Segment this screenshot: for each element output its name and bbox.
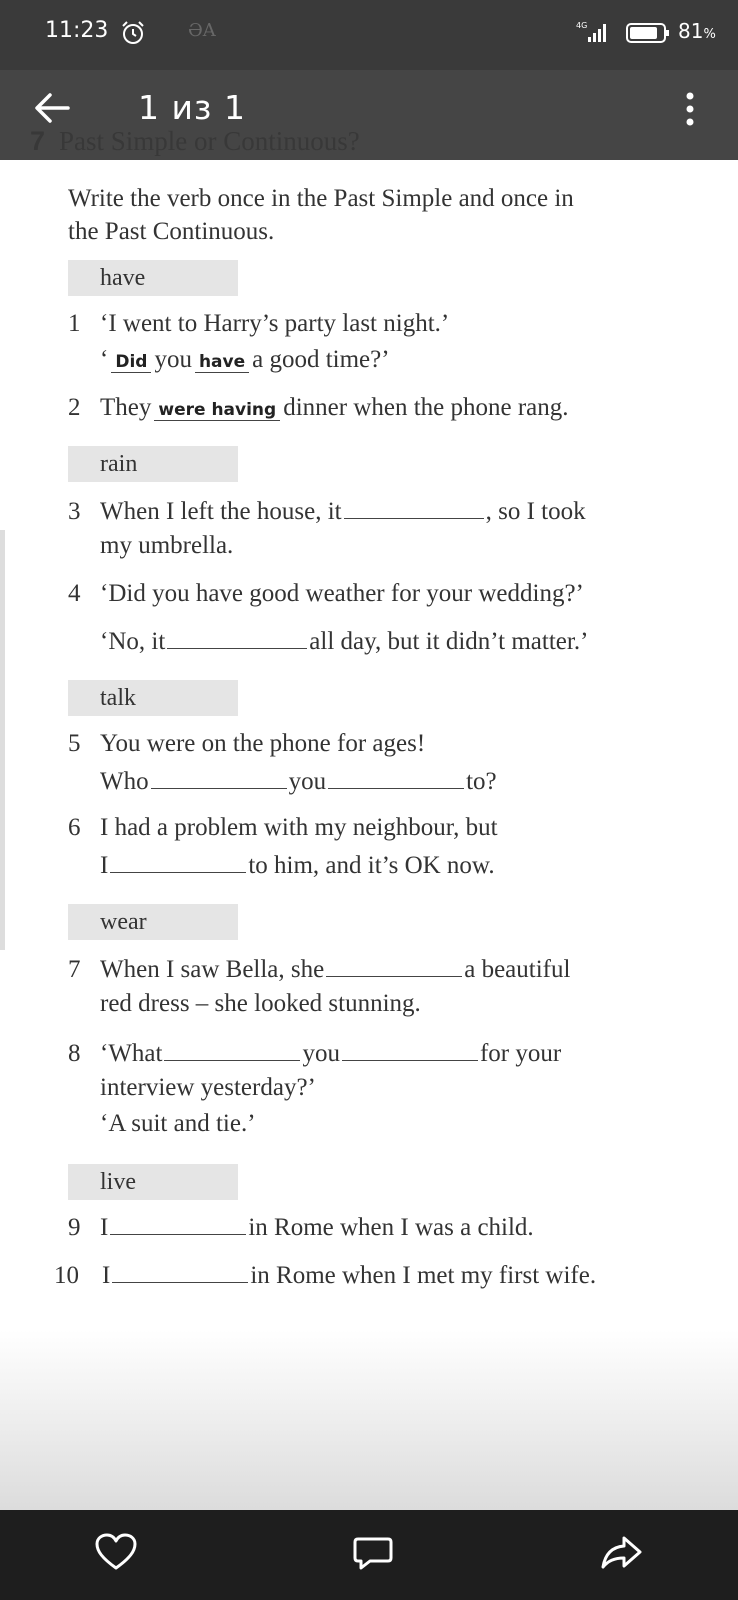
item-2: 2 They were having dinner when the phone rang.: [68, 394, 569, 421]
item-9: 9 I in Rome when I was a child.: [68, 1214, 534, 1241]
item-5-line-2: Who you to?: [100, 768, 497, 795]
back-arrow-icon[interactable]: [32, 88, 72, 128]
item-1-line-1: 1 ‘I went to Harry’s party last night.’: [68, 310, 450, 337]
item-6-line-1: 6 I had a problem with my neighbour, but: [68, 814, 498, 841]
comment-icon[interactable]: [352, 1534, 394, 1574]
item-5-line-1: 5 You were on the phone for ages!: [68, 730, 426, 757]
instruction: [68, 182, 668, 248]
item-7-line-2: red dress – she looked stunning.: [100, 990, 421, 1017]
instruction-line: the Past Continuous.: [68, 218, 275, 245]
answer-have: have: [195, 352, 249, 373]
heart-icon[interactable]: [94, 1532, 138, 1572]
item-8-line-1: 8 ‘What you for your: [68, 1040, 562, 1067]
answer-blank[interactable]: [110, 850, 246, 873]
answer-did: Did: [111, 352, 151, 373]
item-8-line-3: ‘A suit and tie.’: [100, 1110, 256, 1137]
svg-text:4G: 4G: [576, 21, 588, 30]
answer-blank[interactable]: [326, 954, 462, 977]
item-4-line-1: 4 ‘Did you have good weather for your wedding?’: [68, 580, 584, 607]
answer-blank[interactable]: [342, 1038, 478, 1061]
answer-blank[interactable]: [164, 1038, 300, 1061]
alarm-icon: [120, 20, 146, 46]
page-edge: [0, 530, 5, 950]
instruction-line: Write the verb once in the Past Simple and once in: [68, 185, 574, 212]
more-vertical-icon[interactable]: [680, 88, 700, 132]
viewer-title-bar: [0, 70, 738, 160]
item-3-line-1: 3 When I left the house, it , so I took: [68, 498, 586, 525]
item-1-line-2: ‘ Did you have a good time?’: [100, 346, 390, 373]
battery-icon: [626, 22, 670, 44]
status-time: 11:23: [45, 18, 109, 43]
status-bar: [0, 0, 738, 70]
item-3-line-2: my umbrella.: [100, 532, 234, 559]
document-page[interactable]: [0, 120, 738, 1510]
item-4-line-2: ‘No, it all day, but it didn’t matter.’: [100, 628, 589, 655]
item-6-line-2: I to him, and it’s OK now.: [100, 852, 495, 879]
answer-were-having: were having: [154, 400, 280, 421]
item-7-line-1: 7 When I saw Bella, she a beautiful: [68, 956, 571, 983]
answer-blank[interactable]: [167, 626, 307, 649]
item-8-line-2: interview yesterday?’: [100, 1074, 316, 1101]
page-counter: 1 из 1: [138, 88, 246, 127]
bottom-fade: [0, 1330, 738, 1510]
item-10: 10 I in Rome when I met my first wife.: [54, 1262, 597, 1289]
answer-blank[interactable]: [110, 1212, 246, 1235]
share-icon[interactable]: [600, 1532, 644, 1572]
bottom-action-bar: [0, 1510, 738, 1600]
svg-text:ƏA: ƏA: [188, 20, 216, 41]
translate-icon: [186, 14, 216, 44]
verb-box-live: live: [68, 1164, 238, 1200]
signal-icon: [576, 20, 616, 44]
answer-blank[interactable]: [112, 1260, 248, 1283]
battery-percent: 81%: [678, 19, 716, 43]
verb-box-talk: talk: [68, 680, 238, 716]
answer-blank[interactable]: [328, 766, 464, 789]
verb-box-wear: wear: [68, 904, 238, 940]
verb-box-have: have: [68, 260, 238, 296]
answer-blank[interactable]: [151, 766, 287, 789]
answer-blank[interactable]: [344, 496, 484, 519]
verb-box-rain: rain: [68, 446, 238, 482]
